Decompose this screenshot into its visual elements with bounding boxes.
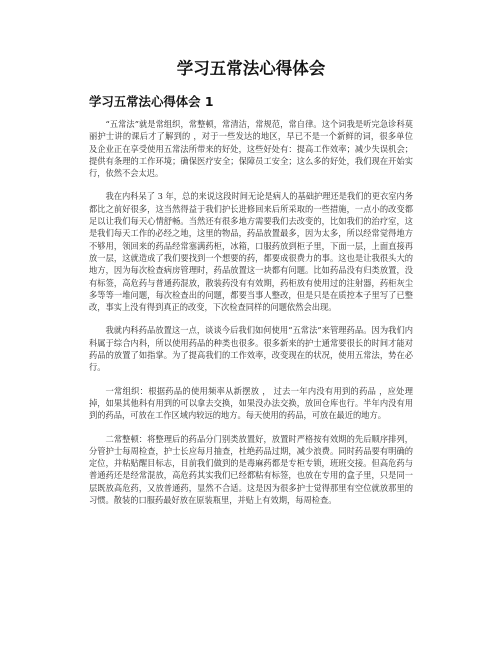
paragraph-experience: 我在内科呆了 3 年，总的来说这段时间无论是病人的基础护理还是我们的更衣室内务都比之前好很多，这当然得益于我们护长进修回来后所采取的一些措施，一点小的改变都足以让我们每天心情舒畅。当然还有很多地方需要我们去改变的，比如我们的治疗室，这是我们每天工作的必经之地，这里的物品，药品放置最多，因为太多，所以经常觉得地方不够用，领回来的药品经常塞满药柜，冰箱，口服药放到柜子里，下面一层，上面直接再放一层，这就造成了我们要找到一个想要的药，都要成很费力的事。这也是让我很头大的地方，因为每次检查病房管理时，药品放置这一块都有问题。比如药品没有归类放置，没有标签，高危药与普通药混放，散装药没有有效期，药柜放有使用过的注射器，药柜灰尘多等等一堆问题，每次检查出的问题，都要当事人整改，但是只是在质控本子里写了已整改，事实上没有得到真正的改变，下次检查同样的问题依然会出现。 xyxy=(89,191,413,313)
section-title: 学习五常法心得体会 1 xyxy=(89,94,214,109)
paragraph-intro: “五常法”就是常组织，常整顿，常清洁，常规范，常自律。这个词我是听完急诊科莫丽护士讲的课后才了解到的 ，对于一些发达的地区，早已不是一个新鲜的词，很多单位及企业正在享受使用五常法所带来的好处，这些好处有：提高工作效率；减少失误机会；提供有条理的工作环境；确保医疗安全；保障员工安全；这么多的好处，我们现在开始实行，依然不会太迟。 xyxy=(89,119,413,179)
paragraph-medication-plan: 我就内科药品放置这一点，谈谈今后我们如何使用“五常法”来管理药品。因为我们内科属于综合内科，所以使用药品的种类也很多。很多新来的护士通常要很长的时间才能对药品的放置了如指掌。为了提高我们的工作效率，改变现在的状况，使用五常法，势在必行。 xyxy=(89,325,413,373)
document-title: 学习五常法心得体会 xyxy=(176,59,326,78)
paragraph-organize: 一常组织：根据药品的使用频率从新摆放 ， 过去一年内没有用到的药品 ，应处理掉，如果其他科有用到的可以拿去交换，如果没办法交换，放回仓库也行。半年内没有用到的药品，可放在工作区域内较远的地方。每天使用的药品，可放在最近的地方。 xyxy=(89,385,413,421)
paragraph-arrange: 二常整顿：将整理后的药品分门别类放置好，放置时严格按有效期的先后顺序排列，分管护士每周检查，护士长应每月抽查，杜绝药品过期，减少浪费。同时药品要有明确的定位，并粘贴醒目标志，目前我们做到的是毒麻药都是专柜专锁，班班交接。但高危药与普通药还是经常混放，高危药其实我们已经都粘有标签，也放在专用的盒子里，只是同一层既放高危药，又放普通药，显然不合适。这是因为很多护士觉得那里有空位就放那里的习惯。散装的口服药最好放在原装瓶里，并贴上有效期，每周检查。 xyxy=(89,433,413,506)
